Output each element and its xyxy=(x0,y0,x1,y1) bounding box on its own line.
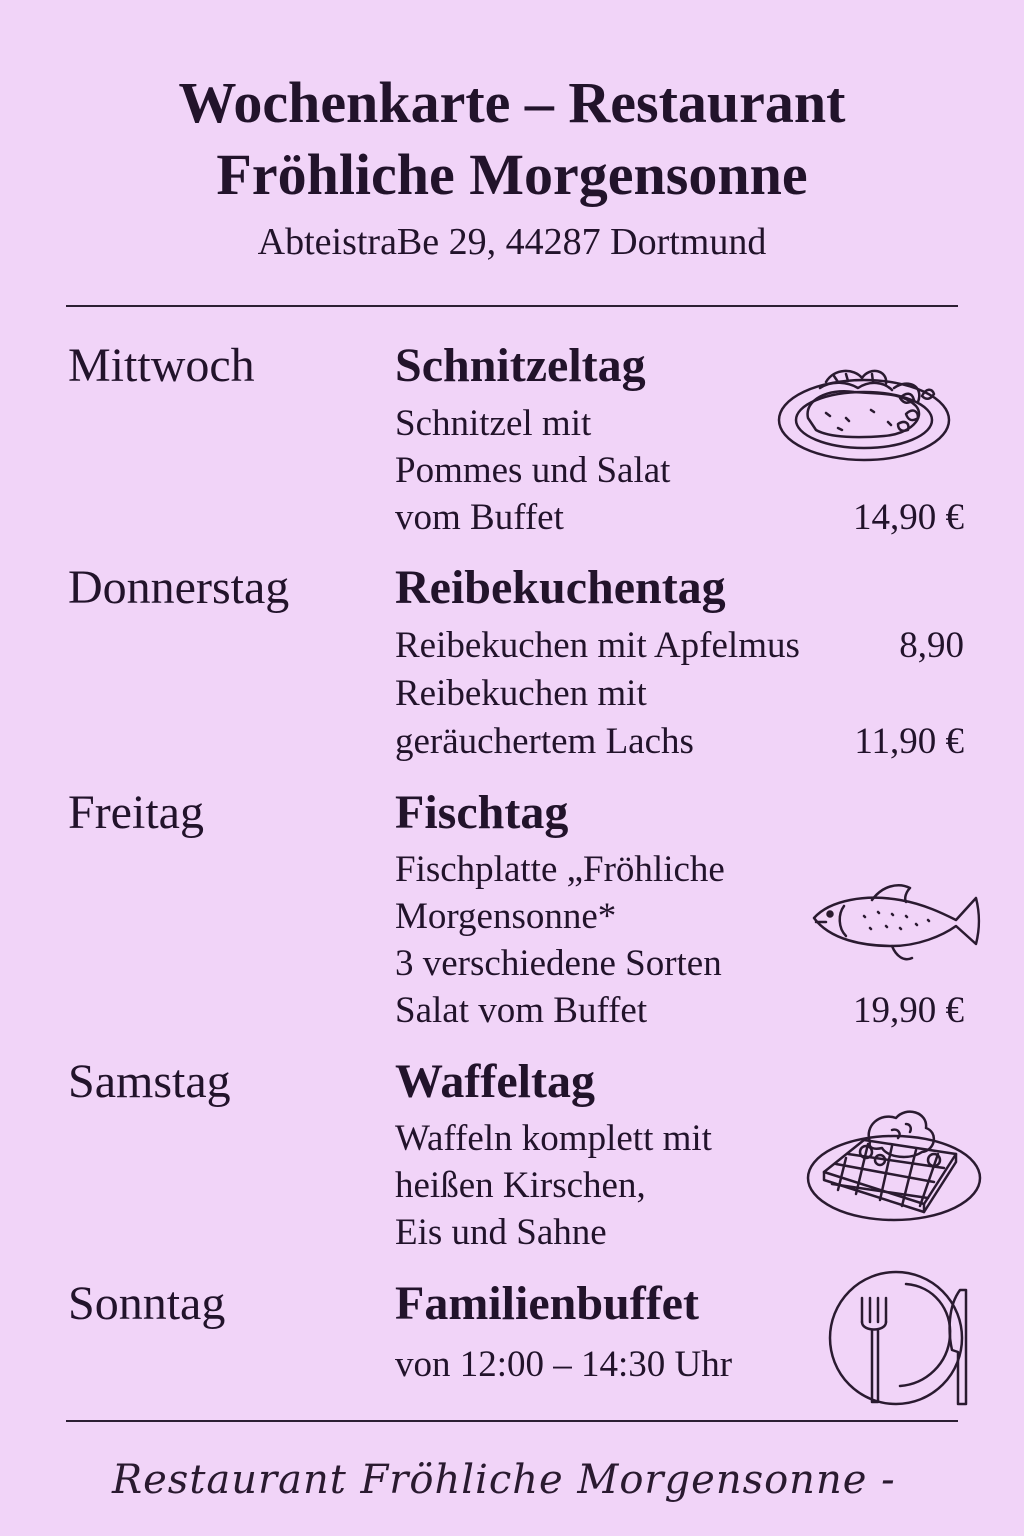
price-mittwoch: 14,90 € xyxy=(853,497,964,538)
dish-title-samstag: Waffeltag xyxy=(395,1055,595,1108)
dish-line: von 12:00 – 14:30 Uhr xyxy=(395,1344,733,1385)
title-line-1: Wochenkarte – Restaurant xyxy=(178,70,846,135)
dish-title-mittwoch: Schnitzeltag xyxy=(395,339,646,392)
dish-line: 3 verschiedene Sorten xyxy=(395,943,722,984)
price-donnerstag-apfelmus: 8,90 xyxy=(899,625,964,666)
bottom-divider xyxy=(66,1420,958,1422)
dish-line: Schnitzel mit xyxy=(395,403,592,444)
dish-line: Morgensonne* xyxy=(395,896,617,937)
day-freitag: Freitag xyxy=(68,786,204,839)
day-donnerstag: Donnerstag xyxy=(68,561,290,614)
title-line-2: Fröhliche Morgensonne xyxy=(216,142,808,207)
dish-title-freitag: Fischtag xyxy=(395,786,569,839)
schnitzel-plate-icon xyxy=(776,358,956,468)
dish-line: geräuchertem Lachs xyxy=(395,721,694,762)
dish-title-donnerstag: Reibekuchentag xyxy=(395,561,726,614)
waffle-icon xyxy=(806,1102,984,1224)
dish-line: heißen Kirschen, xyxy=(395,1165,646,1206)
dish-line: Pommes und Salat xyxy=(395,450,671,491)
dish-line: Salat vom Buffet xyxy=(395,990,648,1031)
dish-line: Fischplatte „Fröhliche xyxy=(395,849,725,890)
address: AbteistraBe 29, 44287 Dortmund xyxy=(257,221,767,263)
dish-line: Reibekuchen mit Apfelmus xyxy=(395,625,800,666)
top-divider xyxy=(66,305,958,307)
day-samstag: Samstag xyxy=(68,1055,231,1108)
dish-title-sonntag: Familienbuffet xyxy=(395,1277,699,1330)
fish-icon xyxy=(808,878,983,968)
dish-line: Waffeln komplett mit xyxy=(395,1118,712,1159)
dish-line: Reibekuchen mit xyxy=(395,673,647,714)
day-sonntag: Sonntag xyxy=(68,1277,226,1330)
price-donnerstag-lachs: 11,90 € xyxy=(854,721,964,762)
day-mittwoch: Mittwoch xyxy=(68,339,255,392)
dish-line: vom Buffet xyxy=(395,497,564,538)
plate-cutlery-icon xyxy=(826,1266,976,1414)
dish-line: Eis und Sahne xyxy=(395,1212,607,1253)
price-freitag: 19,90 € xyxy=(853,990,964,1031)
footer-signature: Restaurant Fröhliche Morgensonne - xyxy=(112,1457,896,1503)
